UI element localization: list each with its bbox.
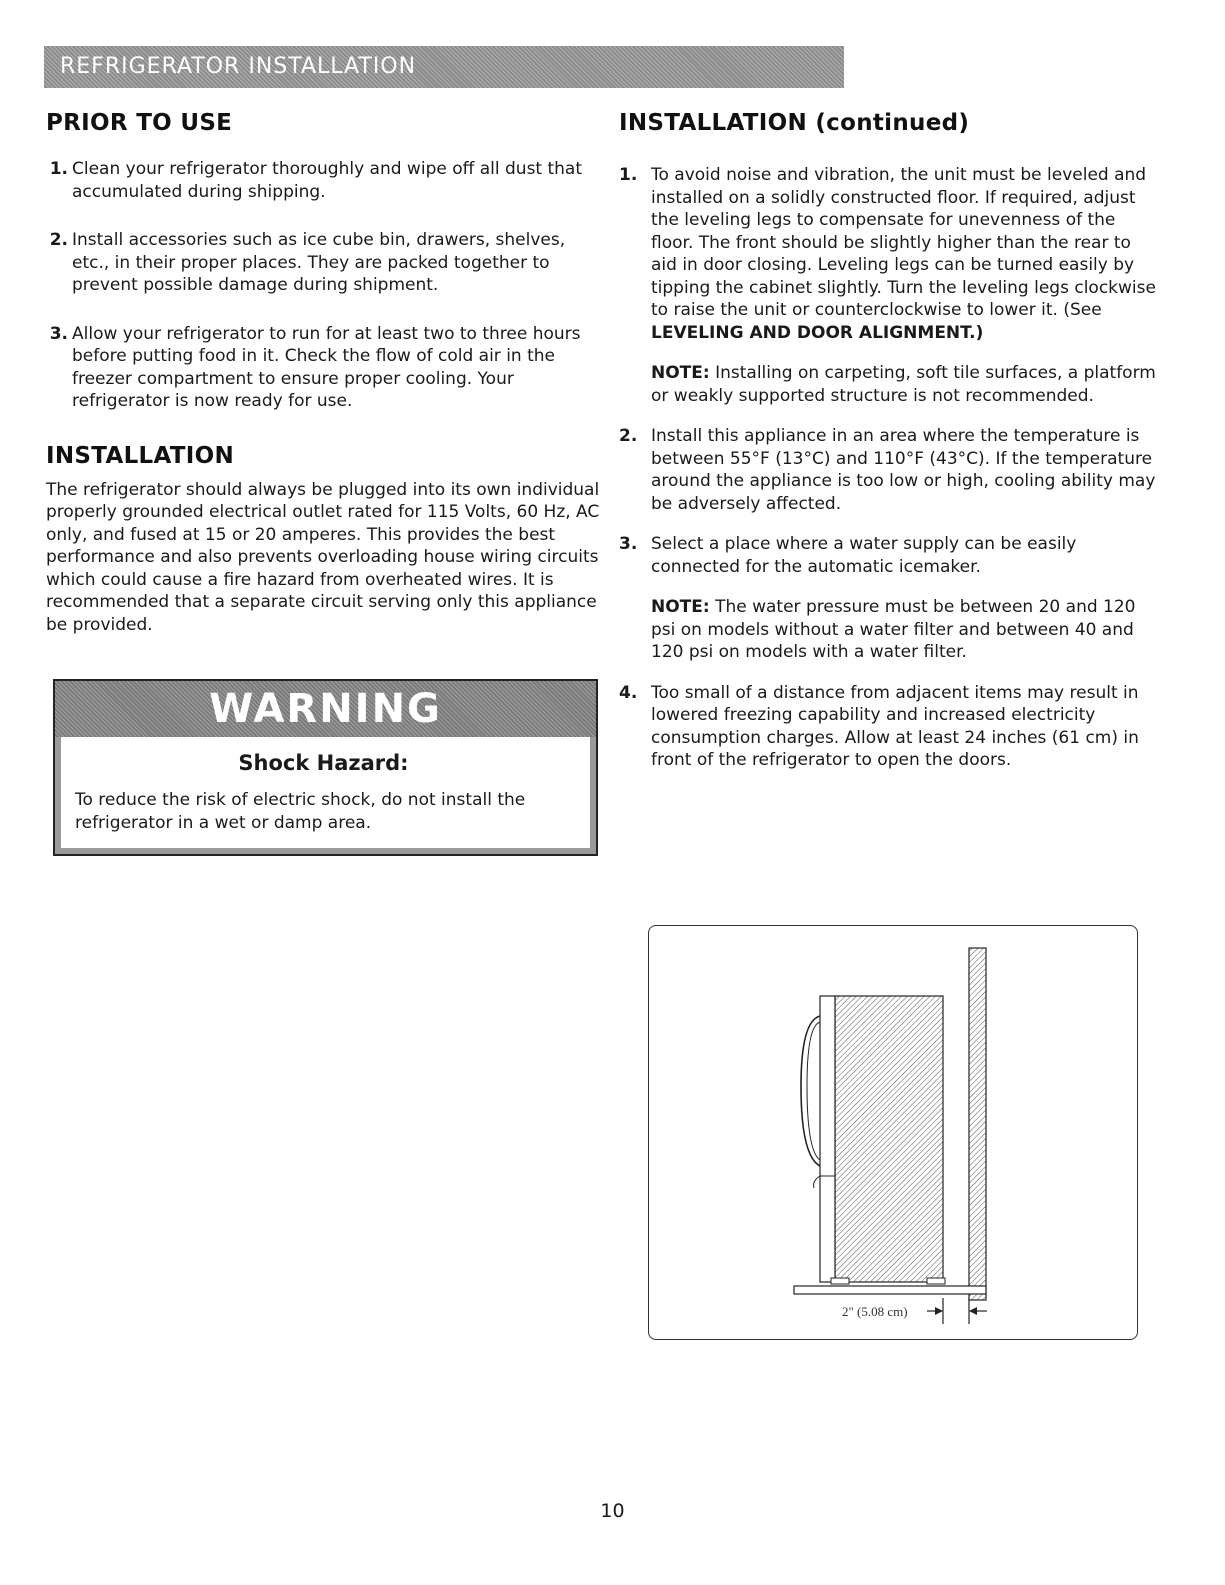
- prior-to-use-list: [46, 158, 606, 413]
- item-text: Too small of a distance from adjacent items may result in lowered freezing capability and increased electricity consumption charges. Allow at least 24 inches (61 cm) in front of the refrigerator to open the doors.: [651, 682, 1139, 770]
- item-text: Allow your refrigerator to run for at least two to three hours before putting food in it. Check the flow of cold air in the freezer compartment to ensure proper cooling. Your refrigerator is now ready for use.: [72, 323, 581, 411]
- note-label: NOTE:: [651, 597, 710, 617]
- item-number: 3.: [619, 534, 638, 554]
- list-item: [619, 164, 1159, 344]
- floor-shape: [794, 1286, 986, 1294]
- note-text: The water pressure must be between 20 and 120 psi on models without a water filter and between 40 and 120 psi on models with a water filter.: [651, 597, 1136, 662]
- item-text: [651, 164, 1159, 344]
- note-water-pressure: [651, 596, 1159, 664]
- installation-heading: INSTALLATION: [46, 442, 235, 469]
- section-header-bar: [44, 46, 844, 88]
- list-item: [619, 533, 1159, 578]
- item-number: 3.: [49, 323, 68, 344]
- item-number: 4.: [619, 682, 638, 703]
- list-item: [619, 682, 1159, 772]
- installation-paragraph: The refrigerator should always be plugged into its own individual properly grounded electrical outlet rated for 115 Volts, 60 Hz, AC only, and fused at 15 or 20 amperes. This provides the best performance and also prevents overloading house wiring circuits which could cause a fire hazard from overheated wires. It is recommended that a separate circuit serving only this appliance be provided.: [46, 479, 600, 635]
- list-item: [38, 323, 606, 413]
- note-text: Installing on carpeting, soft tile surfaces, a platform or weakly supported structure is not recommended.: [651, 363, 1156, 406]
- list-item: [38, 229, 606, 297]
- installation-continued-heading: INSTALLATION (continued): [619, 110, 970, 136]
- left-column: [46, 110, 606, 636]
- clearance-diagram: [648, 925, 1138, 1340]
- item-text-body: To avoid noise and vibration, the unit must be leveled and installed on a solidly constructed floor. If required, adjust the leveling legs to compensate for unevenness of the floor. The front should be slightly higher than the rear to aid in door closing. Leveling legs can be turned easily by tipping the cabinet slightly. Turn the leveling legs clockwise to raise the unit or counterclockwise to lower it. (See: [651, 165, 1156, 320]
- item-text: Install accessories such as ice cube bin, drawers, shelves, etc., in their proper places. They are packed together to prevent possible damage during shipment.: [72, 230, 566, 295]
- leveling-reference: LEVELING AND DOOR ALIGNMENT.): [651, 322, 984, 343]
- item-number: 2.: [619, 426, 638, 446]
- item-number: 2.: [49, 230, 68, 250]
- item-number: 1.: [49, 159, 68, 179]
- note-carpeting: [651, 362, 1159, 407]
- warning-body: [55, 737, 596, 854]
- warning-title: WARNING: [55, 681, 596, 737]
- page-number: 10: [600, 1500, 625, 1522]
- warning-box: [53, 679, 598, 856]
- refrigerator-cabinet-shape: [835, 996, 943, 1282]
- clearance-label: 2" (5.08 cm): [842, 1304, 908, 1319]
- wall-shape: [969, 948, 986, 1300]
- warning-text: To reduce the risk of electric shock, do not install the refrigerator in a wet or damp area.: [75, 790, 526, 833]
- section-header-title: REFRIGERATOR INSTALLATION: [60, 54, 417, 79]
- right-column: [619, 110, 1159, 772]
- item-text: Select a place where a water supply can be easily connected for the automatic icemaker.: [651, 534, 1077, 577]
- item-text: Install this appliance in an area where the temperature is between 55°F (13°C) and 110°F (43°C). If the temperature around the appliance is too low or high, cooling ability may be adversely affected.: [651, 426, 1156, 514]
- item-text: Clean your refrigerator thoroughly and wipe off all dust that accumulated during shipping.: [72, 159, 583, 202]
- note-label: NOTE:: [651, 363, 710, 383]
- refrigerator-door-shape: [820, 996, 835, 1282]
- prior-to-use-heading: PRIOR TO USE: [46, 110, 233, 136]
- item-number: 1.: [619, 165, 638, 185]
- list-item: [619, 425, 1159, 515]
- warning-subtitle: Shock Hazard:: [238, 751, 409, 775]
- installation-continued-list: [619, 164, 1159, 772]
- refrigerator-side-view-illustration: [649, 926, 1139, 1341]
- list-item: [38, 158, 606, 203]
